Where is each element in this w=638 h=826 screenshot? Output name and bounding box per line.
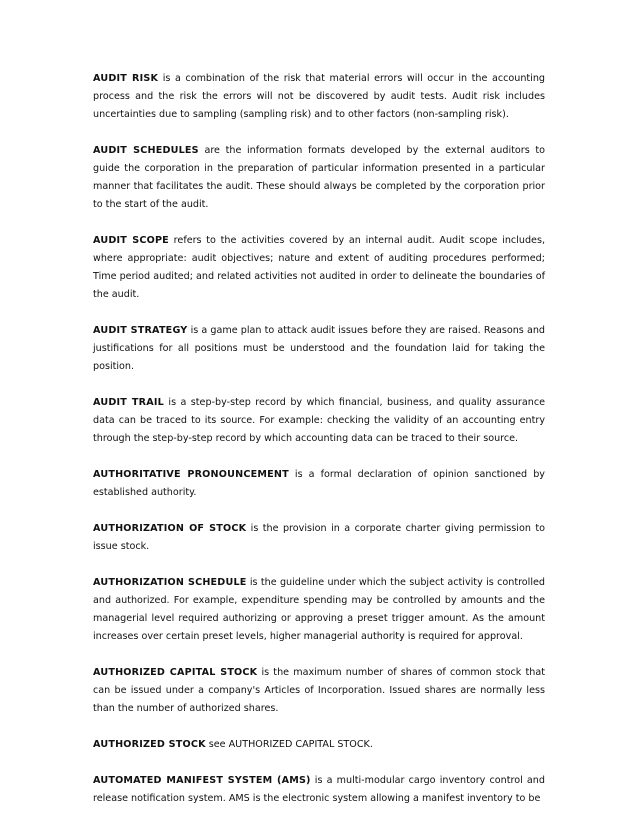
entry-term: AUDIT SCOPE xyxy=(93,235,169,246)
glossary-entry-audit-strategy xyxy=(93,322,545,376)
glossary-entry-authorization-schedule xyxy=(93,574,545,646)
entry-term: AUDIT RISK xyxy=(93,73,159,84)
glossary-entry-authorized-stock xyxy=(93,736,545,754)
entry-definition: see AUTHORIZED CAPITAL STOCK. xyxy=(205,739,373,750)
entry-term: AUTHORIZED STOCK xyxy=(93,739,206,750)
entry-definition: is a formal declaration of opinion sanctioned by established authority. xyxy=(93,469,545,498)
entry-term: AUDIT TRAIL xyxy=(93,397,164,408)
glossary-entry-audit-trail xyxy=(93,394,545,448)
entry-term: AUTHORIZATION OF STOCK xyxy=(93,523,247,534)
entry-term: AUTHORIZED CAPITAL STOCK xyxy=(93,667,258,678)
glossary-entry-authorization-of-stock xyxy=(93,520,545,556)
entry-definition: is a multi-modular cargo inventory control and release notification system. AMS is the electronic system allowing a manifest inventory to be xyxy=(93,775,545,804)
entry-definition: is a step-by-step record by which financial, business, and quality assurance data can be traced to its source. For example: checking the validity of an accounting entry through the step-by-step record by which accounting data can be traced to their source. xyxy=(93,397,545,444)
glossary-entry-audit-risk xyxy=(93,70,545,124)
entry-definition: is the guideline under which the subject activity is controlled and authorized. For example, expenditure spending may be controlled by amounts and the managerial level required authorizing or approving a preset trigger amount. As the amount increases over certain preset levels, higher managerial authority is required for approval. xyxy=(93,577,546,642)
entry-term: AUTOMATED MANIFEST SYSTEM (AMS) xyxy=(93,775,311,786)
entry-term: AUDIT STRATEGY xyxy=(93,325,188,336)
entry-definition: are the information formats developed by the external auditors to guide the corporation in the preparation of particular information presented in a particular manner that facilitates the audit. These should always be completed by the corporation prior to the start of the audit. xyxy=(93,145,545,210)
entry-definition: is a game plan to attack audit issues before they are raised. Reasons and justifications for all positions must be understood and the foundation laid for taking the position. xyxy=(93,325,545,372)
glossary-entry-automated-manifest-system xyxy=(93,772,545,808)
entry-term: AUTHORITATIVE PRONOUNCEMENT xyxy=(93,469,289,480)
glossary-entry-authoritative-pronouncement xyxy=(93,466,545,502)
entry-term: AUDIT SCHEDULES xyxy=(93,145,199,156)
entry-definition: refers to the activities covered by an internal audit. Audit scope includes, where appropriate: audit objectives; nature and extent of auditing procedures performed; Time period audited; and related activities not audited in order to delineate the boundaries of the audit. xyxy=(93,235,545,300)
entry-definition: is a combination of the risk that material errors will occur in the accounting process and the risk the errors will not be discovered by audit tests. Audit risk includes uncertainties due to sampling (sampling risk) and to other factors (non-sampling risk). xyxy=(93,73,546,120)
entry-definition: is the provision in a corporate charter giving permission to issue stock. xyxy=(93,523,545,552)
entry-definition: is the maximum number of shares of common stock that can be issued under a company's Articles of Incorporation. Issued shares are normally less than the number of authorized shares. xyxy=(93,667,546,714)
document-page xyxy=(93,70,545,826)
glossary-entry-authorized-capital-stock xyxy=(93,664,545,718)
entry-term: AUTHORIZATION SCHEDULE xyxy=(93,577,247,588)
glossary-entry-audit-scope xyxy=(93,232,545,304)
glossary-entry-audit-schedules xyxy=(93,142,545,214)
